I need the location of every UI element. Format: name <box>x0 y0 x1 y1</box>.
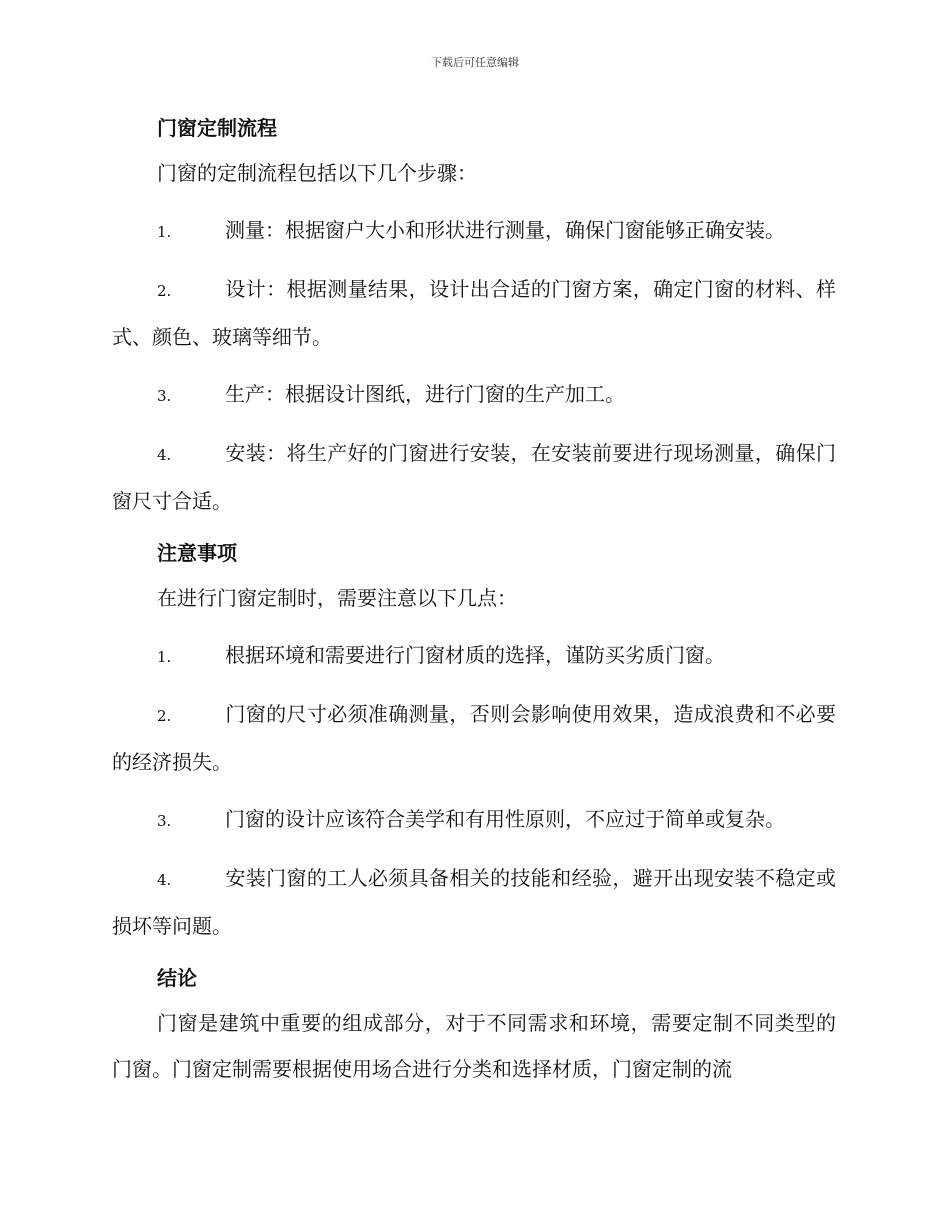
list-item-text: 测量：根据窗户大小和形状进行测量，确保门窗能够正确安装。 <box>225 218 785 242</box>
list-item-text: 生产：根据设计图纸，进行门窗的生产加工。 <box>225 382 625 406</box>
process-step-3 <box>112 371 836 419</box>
note-item-3 <box>112 796 836 844</box>
list-number: 1. <box>157 648 172 666</box>
list-item-text: 门窗的设计应该符合美学和有用性原则，不应过于简单或复杂。 <box>225 807 785 831</box>
section-heading-notes: 注意事项 <box>157 541 237 565</box>
process-intro: 门窗的定制流程包括以下几个步骤： <box>157 161 477 185</box>
list-number: 2. <box>157 282 172 300</box>
conclusion-body: 门窗是建筑中重要的组成部分，对于不同需求和环境，需要定制不同类型的门窗。门窗定制需要根据使用场合进行分类和选择材质，门窗定制的流 <box>112 1011 836 1081</box>
list-number: 4. <box>157 871 172 889</box>
section-heading-conclusion: 结论 <box>157 966 197 990</box>
list-item-text: 设计：根据测量结果，设计出合适的门窗方案，确定门窗的材料、样式、颜色、玻璃等细节。 <box>112 277 836 349</box>
list-item-text: 门窗的尺寸必须准确测量，否则会影响使用效果，造成浪费和不必要的经济损失。 <box>112 702 836 774</box>
document-body <box>112 110 836 1103</box>
list-number: 3. <box>157 387 172 405</box>
process-step-2 <box>112 266 836 360</box>
list-item-text: 安装门窗的工人必须具备相关的技能和经验，避开出现安装不稳定或损坏等问题。 <box>112 866 836 938</box>
list-number: 3. <box>157 812 172 830</box>
notes-intro: 在进行门窗定制时，需要注意以下几点： <box>157 586 517 610</box>
list-item-text: 安装：将生产好的门窗进行安装，在安装前要进行现场测量，确保门窗尺寸合适。 <box>112 441 836 513</box>
list-item-text: 根据环境和需要进行门窗材质的选择，谨防买劣质门窗。 <box>225 643 725 667</box>
list-number: 1. <box>157 223 172 241</box>
section-heading-process: 门窗定制流程 <box>157 116 277 140</box>
list-number: 4. <box>157 446 172 464</box>
list-number: 2. <box>157 707 172 725</box>
note-item-4 <box>112 855 836 949</box>
note-item-1 <box>112 632 836 680</box>
note-item-2 <box>112 691 836 785</box>
process-step-4 <box>112 430 836 524</box>
page-header-note: 下载后可任意编辑 <box>431 56 519 69</box>
process-step-1 <box>112 207 836 255</box>
